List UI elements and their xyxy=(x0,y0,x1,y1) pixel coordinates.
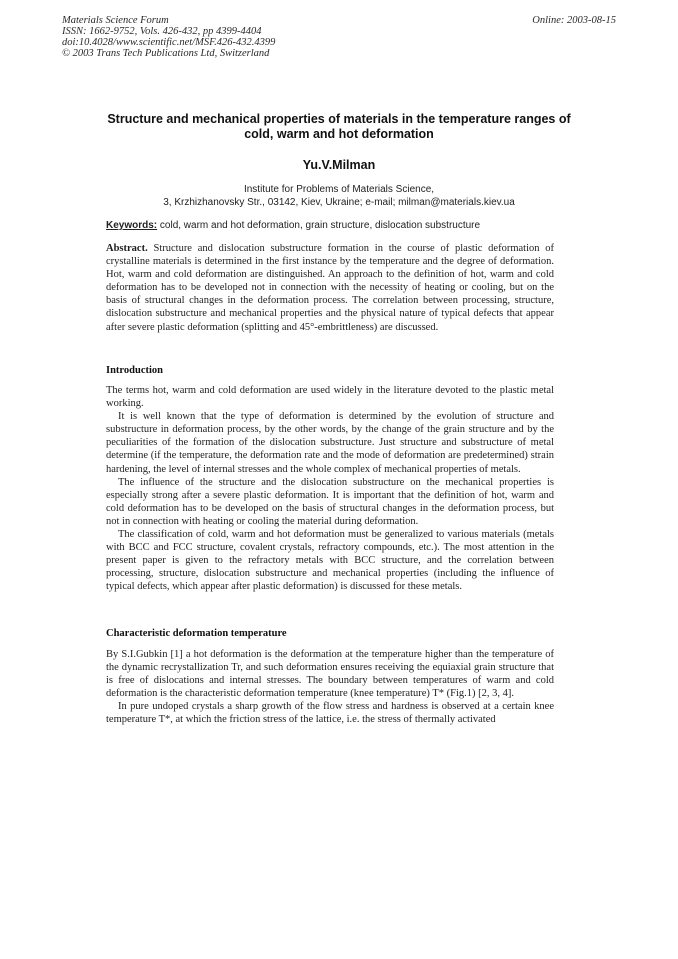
affiliation-line-2: 3, Krzhizhanovsky Str., 03142, Kiev, Ukraine; e-mail; milman@materials.kiev.ua xyxy=(163,197,515,208)
affiliation-line-1: Institute for Problems of Materials Science, xyxy=(243,184,435,195)
abstract xyxy=(106,242,554,334)
keywords xyxy=(106,220,576,231)
introduction-body xyxy=(106,384,554,594)
paragraph: The influence of the structure and the dislocation substructure on the mechanical properties is especially strong after a severe plastic deformation. It is important that the definition of hot, warm and cold deformation has to be developed on the basis of structural changes in the deformation process, but not in connection with heating or cooling the material during deformation. xyxy=(106,476,554,527)
abstract-label: Abstract. xyxy=(106,243,148,254)
affiliation xyxy=(100,183,578,209)
paragraph: It is well known that the type of deformation is determined by the evolution of structure and substructure in deformation process, by the other words, by the change of the grain structure and by the peculiarities of the formation of the dislocation substructure. Just structure and substructure of metal determine (if the temperature, the deformation rate and the mode of deformation are predetermined) strain hardening, the level of internal stresses and the whole complex of mechanical properties of metals. xyxy=(106,411,554,475)
author-name: Yu.V.Milman xyxy=(302,158,376,172)
issn-line: ISSN: 1662-9752, Vols. 426-432, pp 4399-4404 xyxy=(62,26,262,37)
copyright-line: © 2003 Trans Tech Publications Ltd, Switzerland xyxy=(62,48,270,59)
journal-header xyxy=(62,15,618,59)
paragraph: The terms hot, warm and cold deformation are used widely in the literature devoted to the plastic metal working. xyxy=(106,385,554,410)
journal-name: Materials Science Forum xyxy=(62,15,169,26)
section-heading-introduction: Introduction xyxy=(106,365,163,376)
paragraph: By S.I.Gubkin [1] a hot deformation is the deformation at the temperature higher than the temperature of the dynamic recrystallization Tr, and such deformation ensures receiving the equiaxial grain structure that is free of dislocations and internal stresses. The boundary between temperatures of warm and cold deformation is the characteristic deformation temperature (knee temperature) T* (Fig.1) [2, 3, 4]. xyxy=(106,649,554,700)
doi-line: doi:10.4028/www.scientific.net/MSF.426-432.4399 xyxy=(62,37,276,48)
paragraph: The classification of cold, warm and hot deformation must be generalized to various materials (metals with BCC and FCC structure, covalent crystals, refractory compounds, etc.). The most attention in the present paper is given to the refractory metals with BCC structure, and the correlation between processing, structure, dislocation substructure and mechanical properties (including the influence of typical defects, which appear after plastic deformation) is discussed for these metals. xyxy=(106,529,554,593)
section-heading-characteristic-temperature: Characteristic deformation temperature xyxy=(106,628,287,639)
keywords-label: Keywords: xyxy=(106,220,158,231)
paper-title: Structure and mechanical properties of materials in the temperature ranges of cold, warm and hot deformation xyxy=(107,112,571,141)
paragraph: In pure undoped crystals a sharp growth of the flow stress and hardness is observed at a certain knee temperature T*, at which the friction stress of the lattice, i.e. the stress of thermally activated xyxy=(106,701,554,726)
online-date: Online: 2003-08-15 xyxy=(532,15,616,26)
keywords-text: cold, warm and hot deformation, grain structure, dislocation substructure xyxy=(159,220,481,231)
characteristic-body xyxy=(106,648,554,727)
abstract-text: Structure and dislocation substructure formation in the course of plastic deformation of crystalline materials is determined in the first instance by the temperature and the degree of deformation. Hot, warm and cold deformation are distinguished. An approach to the definition of hot, warm and cold deformation has to be developed not in connection with the necessity of heating or cooling, but on the basis of structural changes in the deformation process. The correlation between processing, structure, dislocation substructure and mechanical properties and the physical nature of typical defects that appear after severe plastic deformation (splitting and 45°-embrittleness) are discussed. xyxy=(106,243,555,333)
